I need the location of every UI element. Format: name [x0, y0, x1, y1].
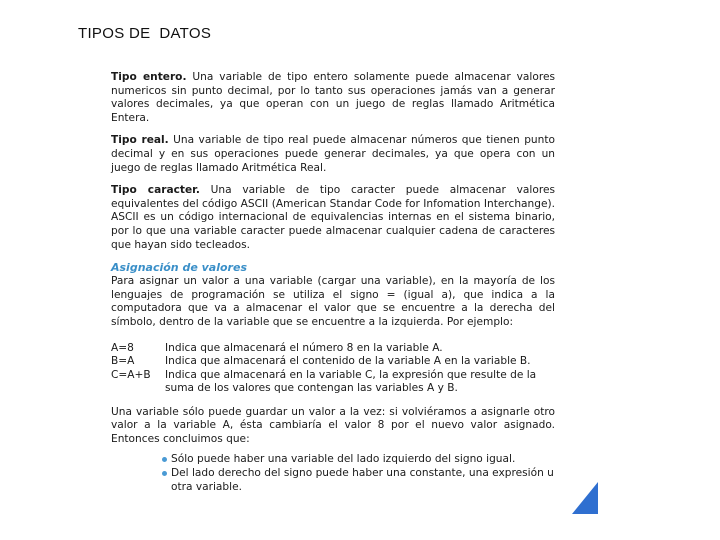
- slide-title: TIPOS DE DATOS: [78, 25, 212, 42]
- example-expression: B=A: [111, 355, 135, 368]
- example-row: [111, 355, 555, 369]
- example-expression: C=A+B: [111, 368, 151, 381]
- conclusion-list: [111, 453, 555, 495]
- paragraph-tipo-entero: [111, 71, 555, 125]
- paragraph-tipo-real: [111, 134, 555, 175]
- list-item-text: Sólo puede haber una variable del lado izquierdo del signo igual.: [171, 452, 516, 465]
- bullet-dot-icon: [162, 457, 167, 462]
- list-item: [171, 453, 555, 467]
- example-row: [111, 369, 555, 396]
- paragraph-conclusion: Una variable sólo puede guardar un valor a la vez: si volviéramos a asignarle otro valor a la variable A, ésta cambiaría el valor 8 por el nuevo valor asignado. Entonces concluimos que:: [111, 405, 555, 446]
- term-tipo-caracter: Tipo caracter.: [111, 184, 200, 197]
- list-item: [171, 467, 555, 494]
- example-expression: A=8: [111, 341, 134, 354]
- example-description: Indica que almacenará el contenido de la variable A en la variable B.: [165, 355, 531, 368]
- text-tipo-real: Una variable de tipo real puede almacenar números que tienen punto decimal y en sus operaciones puede generar decimales, ya que opera con un juego de reglas llamado Aritmética Real.: [111, 134, 555, 174]
- text-tipo-entero: Una variable de tipo entero solamente puede almacenar valores numericos sin punto decimal, por lo tanto sus operaciones jamás van a generar valores decimales, ya que operan con un juego de reglas llamado Aritmética Entera.: [111, 71, 555, 124]
- corner-triangle-shape: [572, 482, 598, 514]
- paragraph-tipo-caracter: [111, 184, 555, 252]
- term-tipo-entero: Tipo entero.: [111, 71, 187, 83]
- term-tipo-real: Tipo real.: [111, 134, 169, 147]
- document-body: [111, 71, 555, 495]
- section-heading-asignacion: Asignación de valores: [111, 261, 247, 275]
- list-item-text: Del lado derecho del signo puede haber una constante, una expresión u otra variable.: [171, 467, 554, 493]
- bullet-dot-icon: [162, 471, 167, 476]
- example-description: Indica que almacenará en la variable C, la expresión que resulte de la suma de los valores que contengan las variables A y B.: [165, 368, 537, 395]
- example-description: Indica que almacenará el número 8 en la variable A.: [165, 341, 443, 354]
- text-tipo-caracter: Una variable de tipo caracter puede almacenar valores equivalentes del código ASCII (American Standar Code for Infomation Interchange). ASCII es un código internacional de equivalencias internas en el sistema binario, por lo que una variable caracter puede almacenar cualquier cadena de caracteres que hayan sido tecleados.: [111, 184, 556, 251]
- paragraph-asignacion: Para asignar un valor a una variable (cargar una variable), en la mayoría de los lenguajes de programación se utiliza el signo = (igual a), que indica a la computadora que va a almacenar el valor que se encuentre a la derecha del símbolo, dentro de la variable que se encuentre a la izquierda. Por ejemplo:: [111, 275, 555, 328]
- example-row: [111, 342, 555, 356]
- examples-table: [111, 342, 555, 396]
- corner-triangle-icon: [572, 482, 598, 514]
